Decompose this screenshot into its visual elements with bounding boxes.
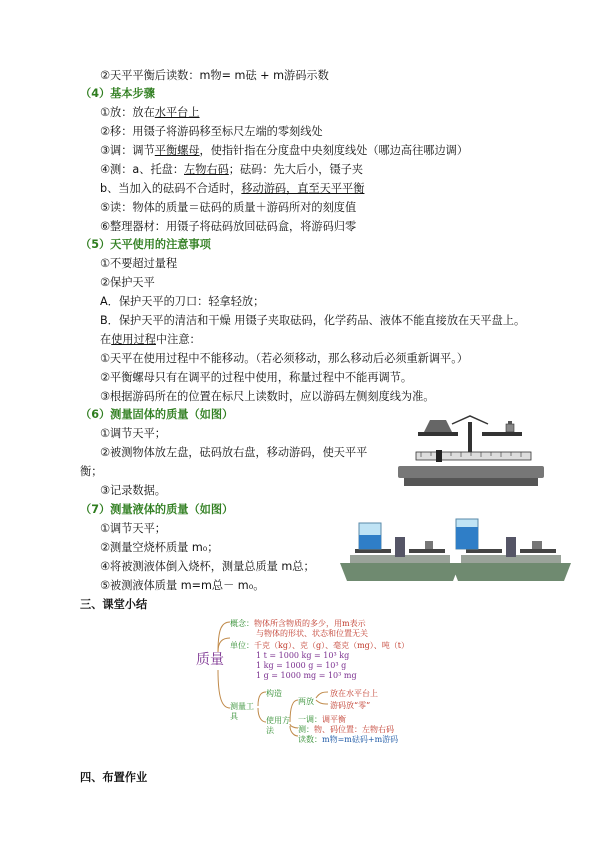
step-tidy: ⑥整理器材：用镊子将砝码放回砝码盒，将游码归零 (100, 220, 357, 233)
heading-basic-steps: （4）基本步骤 (80, 87, 155, 100)
solid-step-2-cont: 衡； (80, 465, 103, 478)
section-homework: 四、布置作业 (80, 771, 148, 784)
step-adjust: ③调：调节平衡螺母，使指针指在分度盘中央刻度线处（哪边高往哪边调） (100, 144, 469, 157)
unit-conversion-3: 1 g = 1000 mg = 10³ mg (256, 671, 357, 680)
one-adjust-node: 一调：调平衡 (298, 715, 346, 724)
summary-mindmap (194, 618, 444, 742)
liquid-step-3: ④将被测液体倒入烧杯，测量总质量 m总； (100, 560, 315, 573)
liquid-step-1: ①调节天平； (100, 522, 166, 535)
solid-step-3: ③记录数据。 (100, 484, 166, 497)
unit-conversion-1: 1 t = 1000 kg = 10³ kg (256, 651, 350, 660)
note-no-move: ①天平在使用过程中不能移动。（若必须移动，那么移动后必须重新调平。） (100, 352, 469, 365)
solid-step-1: ①调节天平； (100, 427, 166, 440)
liquid-step-4: ⑤被测液体质量 m=m总－ m₀。 (100, 579, 265, 592)
structure-node: 构造 (266, 689, 282, 698)
two-place-b: 游码放“零” (330, 701, 371, 710)
unit-node: 单位：千克（kg）、克（g）、毫克（mg）、吨（t） (230, 641, 410, 650)
two-place-a: 放在水平台上 (330, 689, 378, 698)
measure-node: 测：物、码位置：左物右码 (298, 725, 394, 734)
step-place: ①放：放在水平台上 (100, 106, 200, 119)
section-summary: 三、课堂小结 (80, 598, 148, 611)
usage-node: 使用方法 (266, 716, 290, 735)
note-protect: ②保护天平 (100, 276, 155, 289)
reading-formula: ②天平平衡后读数：m物= m砝 + m游码示数 (100, 69, 329, 82)
note-during-use: 在使用过程中注意： (100, 333, 201, 346)
read-node: 读数：m物=m砝码+m游码 (298, 735, 399, 744)
solid-balance-figure (396, 412, 546, 492)
heading-precautions: （5）天平使用的注意事项 (80, 238, 211, 251)
note-knife-edge: A．保护天平的刀口：轻拿轻放； (100, 295, 265, 308)
step-read: ⑤读：物体的质量＝砝码的质量＋游码所对的刻度值 (100, 201, 357, 214)
note-range: ①不要超过量程 (100, 257, 178, 270)
note-clean-dry: B．保护天平的清洁和干燥 用镊子夹取砝码，化学药品、液体不能直接放在天平盘上。 (100, 314, 526, 327)
step-measure-b: b、当加入的砝码不合适时，移动游码，直至天平平衡 (100, 182, 365, 195)
solid-step-2: ②被测物体放左盘，砝码放右盘，移动游码，使天平平 (100, 446, 368, 459)
mindmap-root: 质量 (196, 652, 224, 668)
unit-conversion-2: 1 kg = 1000 g = 10³ g (256, 661, 347, 670)
step-move: ②移：用镊子将游码移至标尺左端的零刻线处 (100, 125, 323, 138)
concept-node: 概念：物体所含物质的多少，用m表示 (230, 619, 366, 628)
tool-node: 测量工具 (230, 702, 254, 721)
full-beaker-balance-figure (446, 515, 576, 585)
note-balance-nut: ②平衡螺母只有在调平的过程中使用，称量过程中不能再调节。 (100, 371, 413, 384)
heading-solid-mass: （6）测量固体的质量（如图） (80, 408, 234, 421)
concept-line-2: 与物体的形状、状态和位置无关 (256, 629, 368, 638)
note-read-left: ③根据游码所在的位置在标尺上读数时，应以游码左侧刻度线为准。 (100, 390, 435, 403)
heading-liquid-mass: （7）测量液体的质量（如图） (80, 503, 234, 516)
step-measure-a: ④测：a、托盘：左物右码；砝码：先大后小，镊子夹 (100, 163, 364, 176)
two-place-node: 两放 (298, 697, 314, 706)
liquid-step-2: ②测量空烧杯质量 m₀； (100, 541, 219, 554)
